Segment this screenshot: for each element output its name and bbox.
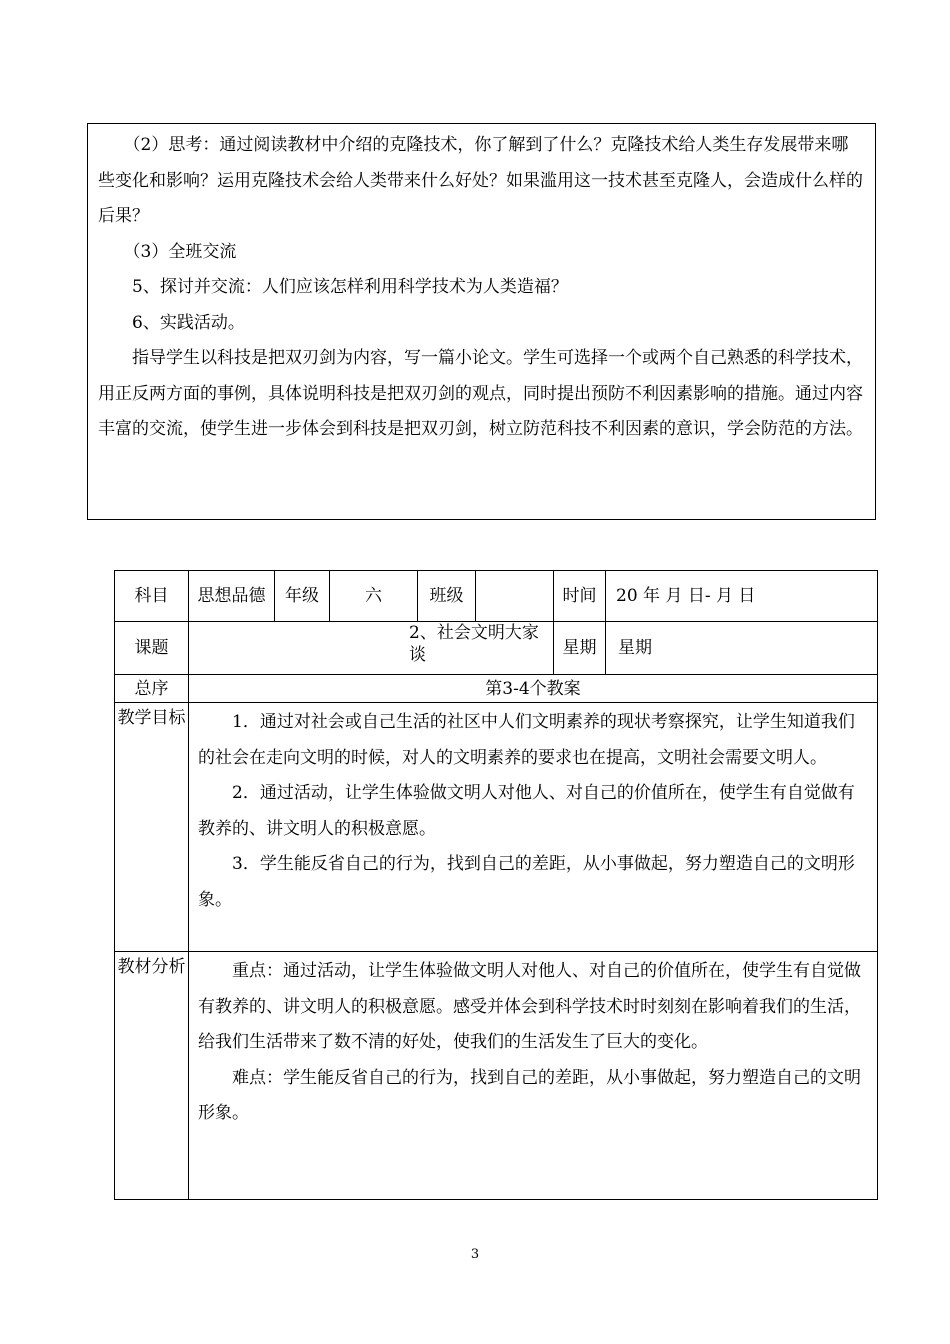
paragraph-discuss: 5、探讨并交流：人们应该怎样利用科学技术为人类造福？	[132, 277, 568, 297]
topic-row	[115, 622, 878, 675]
sequence-label: 总序	[115, 675, 189, 703]
grade-label: 年级	[275, 571, 330, 622]
header-row	[115, 571, 878, 622]
difficult-point: 难点：学生能反省自己的行为，找到自己的差距，从小事做起，努力塑造自己的文明形象。	[198, 1067, 861, 1123]
goals-row	[115, 703, 878, 952]
lesson-plan-table	[114, 570, 878, 1200]
goals-content	[189, 703, 878, 952]
paragraph-guidance: 指导学生以科技是把双刃剑为内容，写一篇小论文。学生可选择一个或两个自己熟悉的科学技术，用正反两方面的事例，具体说明科技是把双刃剑的观点，同时提出预防不利因素影响的措施。通过内容丰富的交流，使学生进一步体会到科技是把双刃剑，树立防范科技不利因素的意识，学会防范的方法。	[98, 348, 863, 439]
goal-item: 2．通过活动，让学生体验做文明人对他人、对自己的价值所在，使学生有自觉做有教养的、讲文明人的积极意愿。	[198, 783, 855, 839]
analysis-content	[189, 952, 878, 1200]
paragraph-think: （2）思考：通过阅读教材中介绍的克隆技术，你了解到了什么？克隆技术给人类生存发展带来哪些变化和影响？运用克隆技术会给人类带来什么好处？如果滥用这一技术甚至克隆人，会造成什么样的后果？	[98, 135, 863, 226]
time-value: 20 年 月 日- 月 日	[606, 571, 878, 622]
paragraph-class-exchange: （3）全班交流	[123, 241, 237, 262]
goal-item: 1．通过对社会或自己生活的社区中人们文明素养的现状考察探究，让学生知道我们的社会在走向文明的时候，对人的文明素养的要求也在提高，文明社会需要文明人。	[198, 712, 855, 768]
subject-value: 思想品德	[189, 571, 275, 622]
key-point: 重点：通过活动，让学生体验做文明人对他人、对自己的价值所在，使学生有自觉做有教养的、讲文明人的积极意愿。感受并体会到科学技术时时刻刻在影响着我们的生活，给我们生活带来了数不清的好处，使我们的生活发生了巨大的变化。	[198, 961, 861, 1052]
sequence-value: 第3-4个教案	[189, 675, 878, 703]
sequence-row	[115, 675, 878, 703]
lesson-continuation-box	[87, 123, 876, 520]
time-label: 时间	[554, 571, 606, 622]
goal-item: 3．学生能反省自己的行为，找到自己的差距，从小事做起，努力塑造自己的文明形象。	[198, 854, 855, 910]
week-label: 星期	[554, 622, 606, 675]
grade-value: 六	[330, 571, 418, 622]
analysis-label: 教材分析	[115, 952, 189, 1200]
week-value: 星期	[606, 622, 878, 675]
subject-label: 科目	[115, 571, 189, 622]
paragraph-practice: 6、实践活动。	[132, 312, 245, 333]
class-label: 班级	[418, 571, 476, 622]
topic-value: 2、社会文明大家谈	[189, 622, 554, 675]
analysis-row	[115, 952, 878, 1200]
page-number: 3	[470, 1247, 480, 1262]
class-value	[476, 571, 554, 622]
goals-label: 教学目标	[115, 703, 189, 952]
topic-label: 课题	[115, 622, 189, 675]
